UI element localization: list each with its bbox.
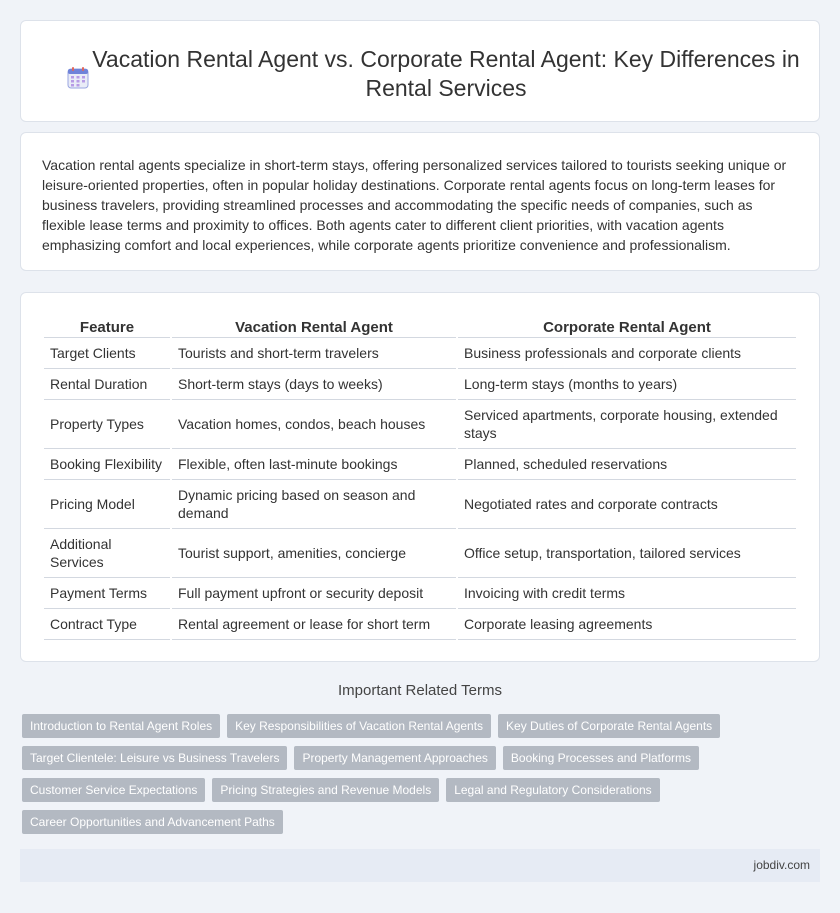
- table-row: [44, 369, 796, 400]
- related-term-tag[interactable]: Career Opportunities and Advancement Paths: [22, 810, 283, 834]
- vacation-cell: Short-term stays (days to weeks): [172, 369, 456, 400]
- table-row: [44, 578, 796, 609]
- related-term-tag[interactable]: Customer Service Expectations: [22, 778, 205, 802]
- vacation-cell: Tourists and short-term travelers: [172, 338, 456, 369]
- feature-cell: Target Clients: [44, 338, 170, 369]
- corporate-cell: Office setup, transportation, tailored services: [458, 529, 796, 578]
- feature-cell: Property Types: [44, 400, 170, 449]
- corporate-cell: Invoicing with credit terms: [458, 578, 796, 609]
- description-card: [20, 132, 820, 271]
- related-term-tag[interactable]: Legal and Regulatory Considerations: [446, 778, 659, 802]
- corporate-cell: Corporate leasing agreements: [458, 609, 796, 640]
- related-terms-heading: Important Related Terms: [338, 682, 502, 699]
- related-term-tag[interactable]: Target Clientele: Leisure vs Business Travelers: [22, 746, 287, 770]
- vacation-cell: Full payment upfront or security deposit: [172, 578, 456, 609]
- related-term-tag[interactable]: Key Responsibilities of Vacation Rental Agents: [227, 714, 491, 738]
- table-row: [44, 609, 796, 640]
- header-vacation: Vacation Rental Agent: [172, 316, 456, 338]
- related-term-tag[interactable]: Key Duties of Corporate Rental Agents: [498, 714, 720, 738]
- table-header-row: [44, 316, 796, 338]
- table-row: [44, 529, 796, 578]
- feature-cell: Contract Type: [44, 609, 170, 640]
- feature-cell: Pricing Model: [44, 480, 170, 529]
- header-corporate: Corporate Rental Agent: [458, 316, 796, 338]
- feature-cell: Payment Terms: [44, 578, 170, 609]
- header-feature: Feature: [44, 316, 170, 338]
- feature-cell: Booking Flexibility: [44, 449, 170, 480]
- vacation-cell: Tourist support, amenities, concierge: [172, 529, 456, 578]
- related-term-tag[interactable]: Introduction to Rental Agent Roles: [22, 714, 220, 738]
- page-title: Vacation Rental Agent vs. Corporate Rental Agent: Key Differences in Rental Services: [92, 46, 800, 101]
- comparison-card: [20, 292, 820, 662]
- footer-site-link[interactable]: jobdiv.com: [753, 858, 810, 872]
- table-row: [44, 400, 796, 449]
- related-term-tag[interactable]: Pricing Strategies and Revenue Models: [212, 778, 439, 802]
- vacation-cell: Dynamic pricing based on season and demand: [172, 480, 456, 529]
- footer: [20, 849, 820, 882]
- related-terms-list: [22, 714, 802, 834]
- vacation-cell: Flexible, often last-minute bookings: [172, 449, 456, 480]
- comparison-table: [42, 316, 798, 640]
- table-row: [44, 449, 796, 480]
- calendar-icon: [67, 67, 89, 89]
- corporate-cell: Business professionals and corporate clients: [458, 338, 796, 369]
- description-text: Vacation rental agents specialize in short-term stays, offering personalized services tailored to tourists seeking unique or leisure-oriented properties, often in popular holiday destinations. Corporate rental agents focus on long-term leases for business travelers, providing streamlined processes and accommodating the specific needs of companies, such as flexible lease terms and proximity to offices. Both agents cater to different client priorities, with vacation agents emphasizing comfort and local experiences, while corporate agents prioritize convenience and professionalism.: [42, 157, 787, 253]
- feature-cell: Rental Duration: [44, 369, 170, 400]
- title-card: [20, 20, 820, 122]
- related-term-tag[interactable]: Property Management Approaches: [294, 746, 495, 770]
- corporate-cell: Serviced apartments, corporate housing, extended stays: [458, 400, 796, 449]
- table-row: [44, 338, 796, 369]
- table-row: [44, 480, 796, 529]
- vacation-cell: Rental agreement or lease for short term: [172, 609, 456, 640]
- related-term-tag[interactable]: Booking Processes and Platforms: [503, 746, 699, 770]
- corporate-cell: Planned, scheduled reservations: [458, 449, 796, 480]
- corporate-cell: Long-term stays (months to years): [458, 369, 796, 400]
- vacation-cell: Vacation homes, condos, beach houses: [172, 400, 456, 449]
- feature-cell: Additional Services: [44, 529, 170, 578]
- corporate-cell: Negotiated rates and corporate contracts: [458, 480, 796, 529]
